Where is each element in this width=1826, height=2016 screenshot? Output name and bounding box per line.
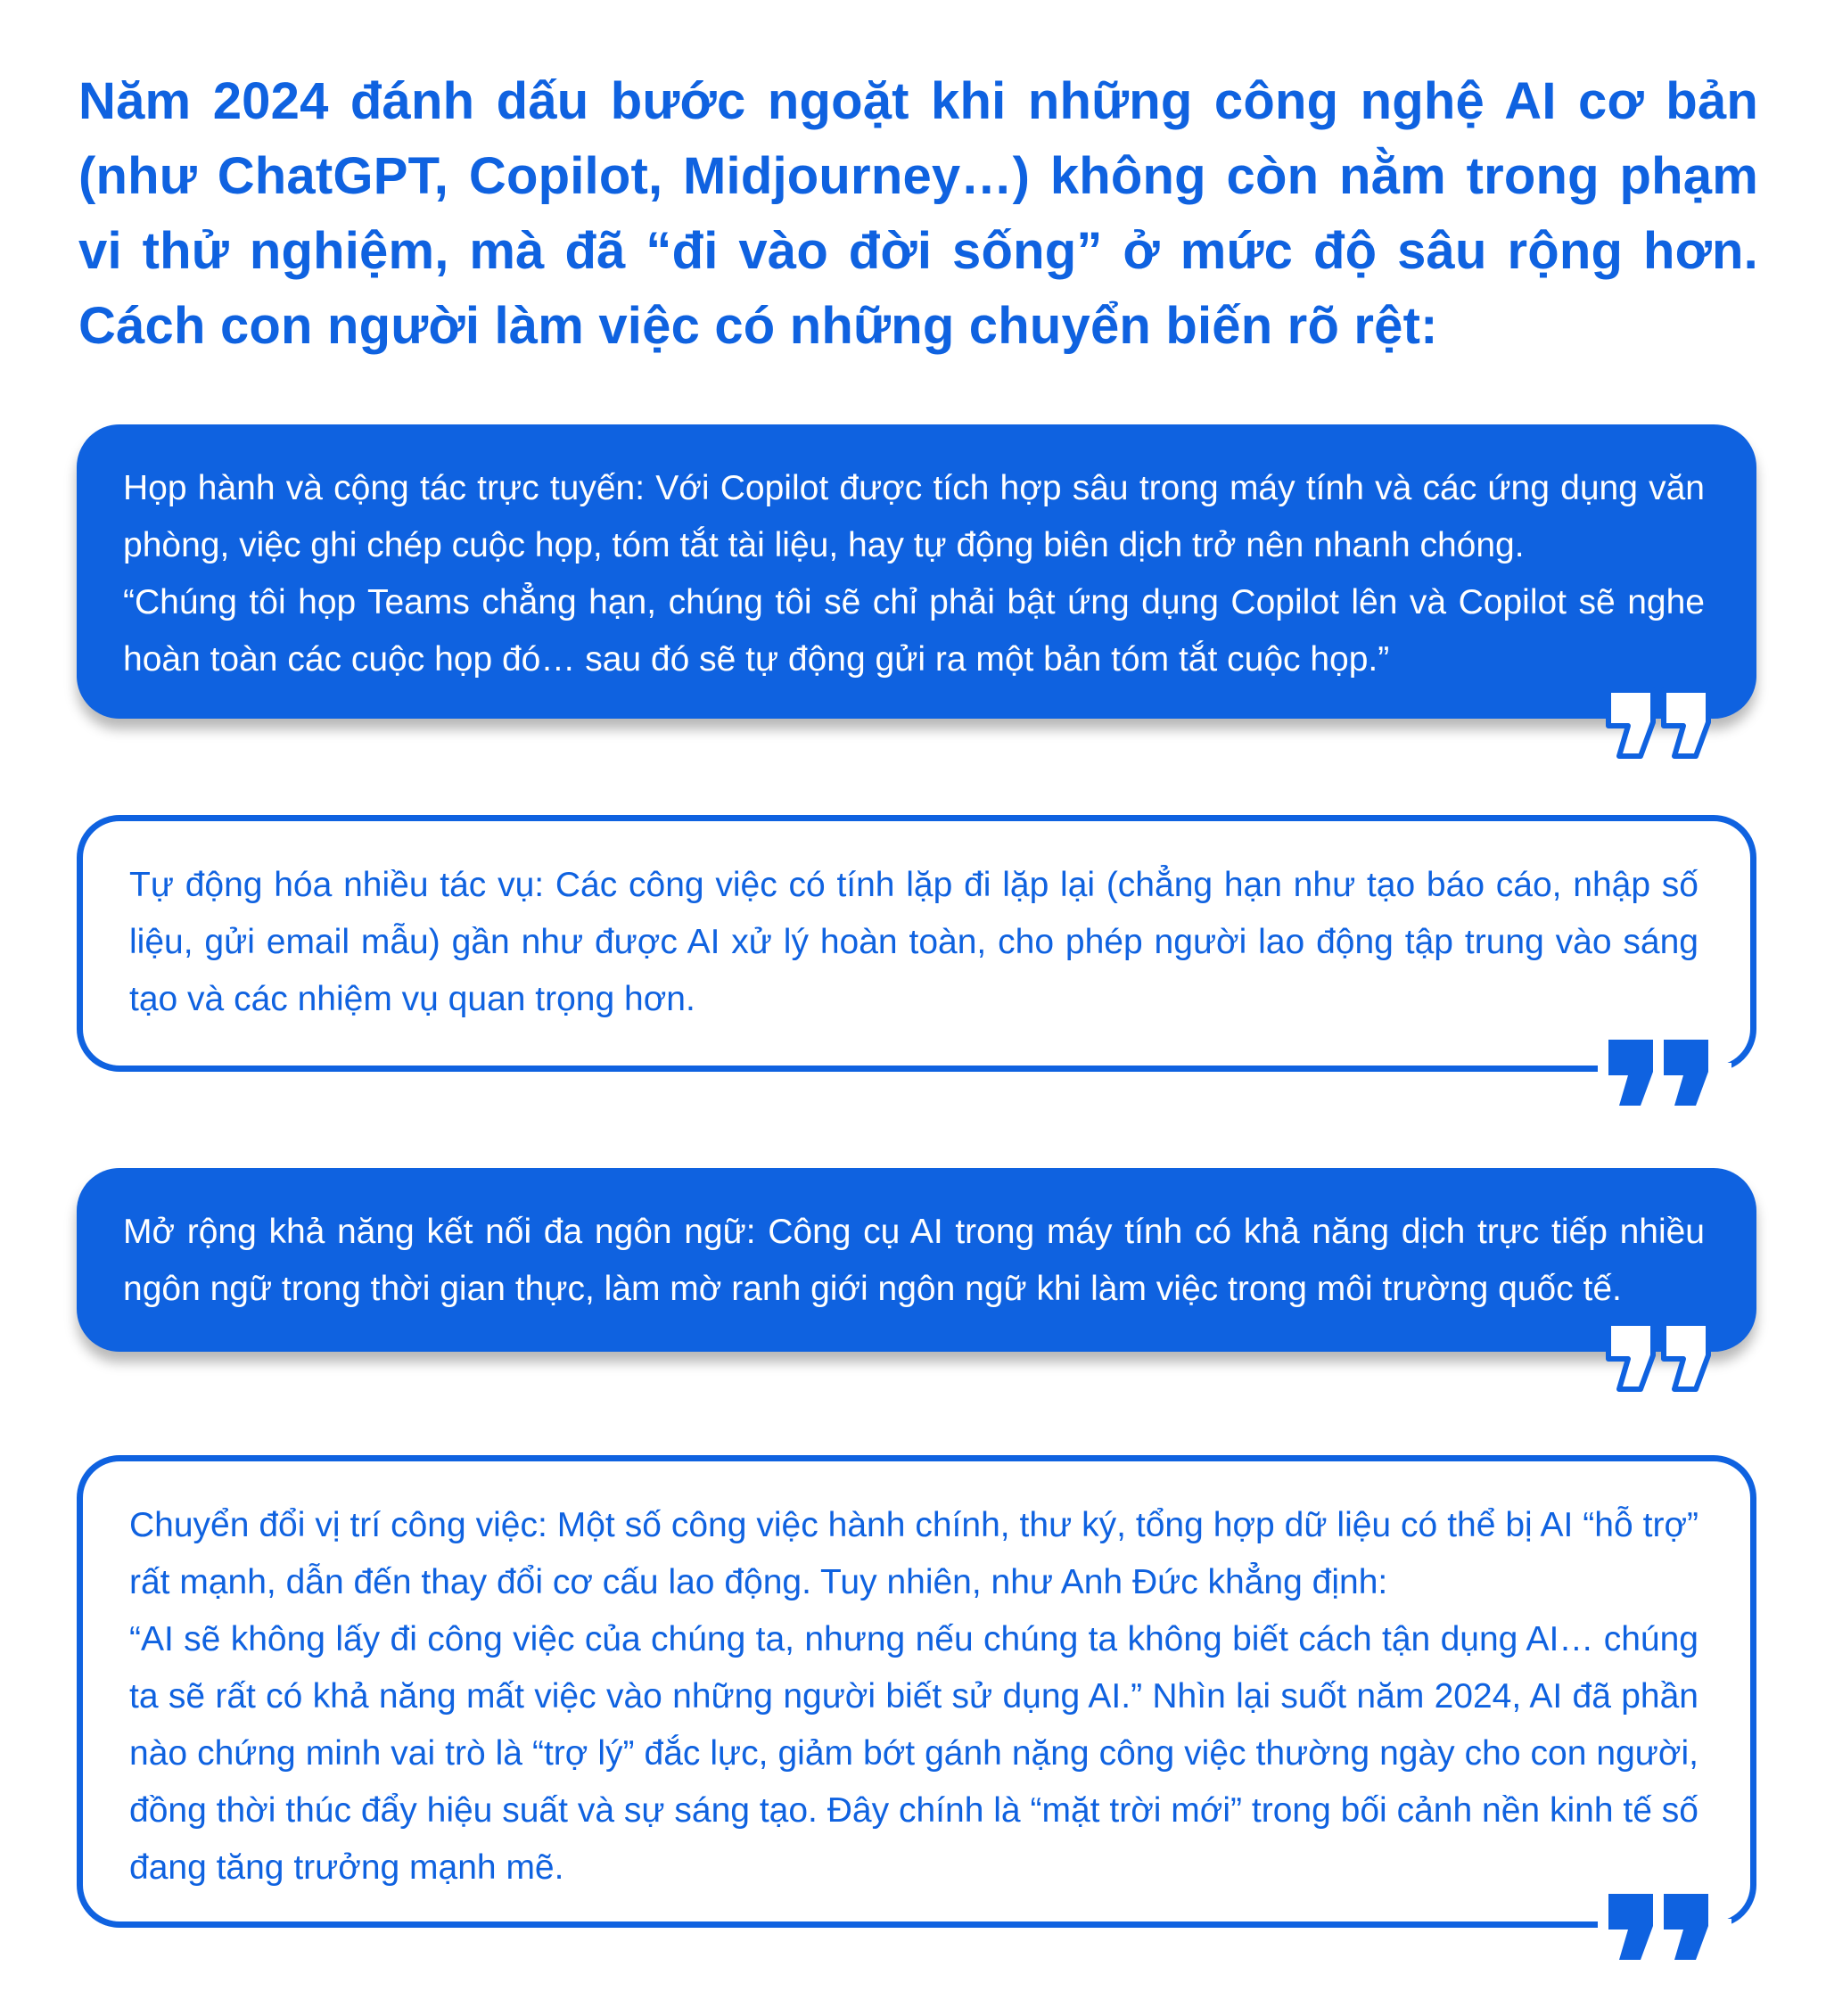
callout-card-multilingual <box>77 1168 1756 1352</box>
closing-quote-icon <box>1605 1890 1715 1963</box>
callout-card-job-shift <box>77 1455 1756 1928</box>
closing-quote-icon <box>1605 687 1715 760</box>
callout-card-automation <box>77 815 1756 1072</box>
closing-quote-icon <box>1605 1320 1715 1393</box>
card-paragraph: Họp hành và cộng tác trực tuyến: Với Copilot được tích hợp sâu trong máy tính và các ứng dụng văn phòng, việc ghi chép cuộc họp, tóm tắt tài liệu, hay tự động biên dịch trở nên nhanh chóng. <box>123 469 1705 564</box>
card-paragraph: Chuyển đổi vị trí công việc: Một số công việc hành chính, thư ký, tổng hợp dữ liệu có thể bị AI “hỗ trợ” rất mạnh, dẫn đến thay đổi cơ cấu lao động. Tuy nhiên, như Anh Đức khẳng định: <box>129 1506 1699 1601</box>
card-paragraph: Tự động hóa nhiều tác vụ: Các công việc có tính lặp đi lặp lại (chẳng hạn như tạo báo cáo, nhập số liệu, gửi email mẫu) gần như được AI xử lý hoàn toàn, cho phép người lao động tập trung vào sáng tạo và các nhiệm vụ quan trọng hơn. <box>129 866 1699 1018</box>
card-paragraph: Mở rộng khả năng kết nối đa ngôn ngữ: Công cụ AI trong máy tính có khả năng dịch trực tiếp nhiều ngôn ngữ trong thời gian thực, làm mờ ranh giới ngôn ngữ khi làm việc trong môi trường quốc tế. <box>123 1213 1705 1308</box>
card-quote-paragraph: “AI sẽ không lấy đi công việc của chúng ta, nhưng nếu chúng ta không biết cách tận dụng AI… chúng ta sẽ rất có khả năng mất việc vào những người biết sử dụng AI.” Nhìn lại suốt năm 2024, AI đã phần nào chứng minh vai trò là “trợ lý” đắc lực, giảm bớt gánh nặng công việc thường ngày cho con người, đồng thời thúc đẩy hiệu suất và sự sáng tạo. Đây chính là “mặt trời mới” trong bối cảnh nền kinh tế số đang tăng trưởng mạnh mẽ. <box>129 1620 1699 1887</box>
closing-quote-icon <box>1605 1036 1715 1109</box>
intro-paragraph: Năm 2024 đánh dấu bước ngoặt khi những công nghệ AI cơ bản (như ChatGPT, Copilot, Midjourney…) không còn nằm trong phạm vi thử nghiệm, mà đã “đi vào đời sống” ở mức độ sâu rộng hơn. Cách con người làm việc có những chuyển biến rõ rệt: <box>78 72 1758 355</box>
card-quote-paragraph: “Chúng tôi họp Teams chẳng hạn, chúng tôi sẽ chỉ phải bật ứng dụng Copilot lên và Copilot sẽ nghe hoàn toàn các cuộc họp đó… sau đó sẽ tự động gửi ra một bản tóm tắt cuộc họp.” <box>123 583 1705 679</box>
callout-card-meetings <box>77 424 1756 719</box>
